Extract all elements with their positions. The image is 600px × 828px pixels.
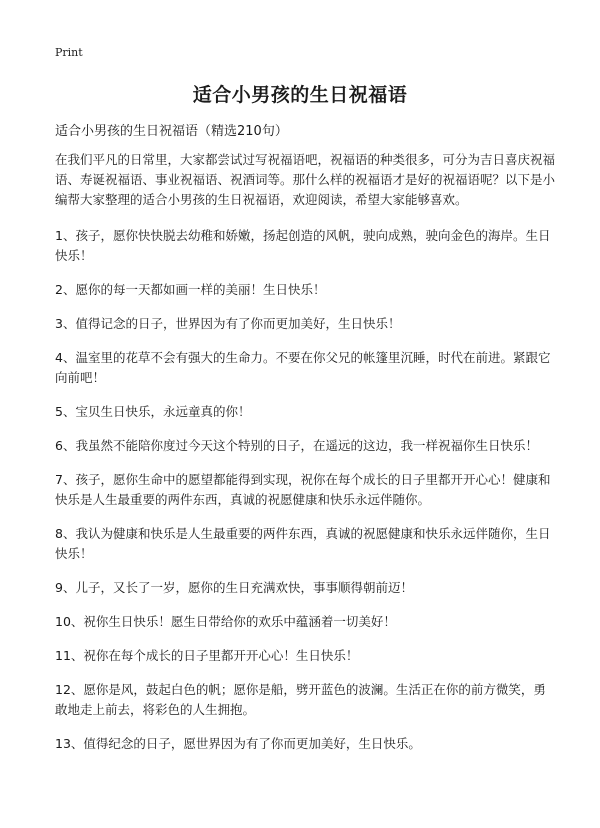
page-title: 适合小男孩的生日祝福语 (192, 84, 408, 106)
list-item: 2、愿你的每一天都如画一样的美丽！生日快乐！ (55, 282, 326, 297)
list-item: 13、值得纪念的日子，愿世界因为有了你而更加美好，生日快乐。 (55, 736, 421, 751)
print-link[interactable]: Print (55, 46, 83, 59)
intro-paragraph: 在我们平凡的日常里，大家都尝试过写祝福语吧，祝福语的种类很多，可分为吉日喜庆祝福语、寿诞祝福语、事业祝福语、祝酒词等。那什么样的祝福语才是好的祝福语呢？以下是小编帮大家整理的适合小男孩的生日祝福语，欢迎阅读，希望大家能够喜欢。 (55, 152, 556, 207)
list-item: 5、宝贝生日快乐，永远童真的你！ (55, 404, 251, 419)
article-body (55, 150, 555, 768)
list-item: 9、儿子，又长了一岁，愿你的生日充满欢快，事事顺得朝前迈！ (55, 580, 413, 595)
list-item: 4、温室里的花草不会有强大的生命力。不要在你父兄的帐篷里沉睡，时代在前进。紧跟它向前吧！ (55, 350, 551, 385)
list-item: 1、孩子，愿你快快脱去幼稚和娇嫩，扬起创造的风帆，驶向成熟，驶向金色的海岸。生日快乐！ (55, 228, 551, 263)
list-item: 6、我虽然不能陪你度过今天这个特别的日子，在遥远的这边，我一样祝福你生日快乐！ (55, 438, 538, 453)
list-item: 7、孩子，愿你生命中的愿望都能得到实现，祝你在每个成长的日子里都开开心心！健康和快乐是人生最重要的两件东西，真诚的祝愿健康和快乐永远伴随你。 (55, 472, 551, 507)
page-subtitle: 适合小男孩的生日祝福语（精选210句） (55, 124, 288, 139)
list-item: 10、祝你生日快乐！愿生日带给你的欢乐中蕴涵着一切美好！ (55, 614, 396, 629)
list-item: 8、我认为健康和快乐是人生最重要的两件东西，真诚的祝愿健康和快乐永远伴随你，生日快乐！ (55, 526, 551, 561)
list-item: 3、值得记念的日子，世界因为有了你而更加美好，生日快乐！ (55, 316, 401, 331)
list-item: 11、祝你在每个成长的日子里都开开心心！生日快乐！ (55, 648, 359, 663)
list-item: 12、愿你是风，鼓起白色的帆；愿你是船，劈开蓝色的波澜。生活正在你的前方微笑，勇敢地走上前去，将彩色的人生拥抱。 (55, 682, 546, 717)
